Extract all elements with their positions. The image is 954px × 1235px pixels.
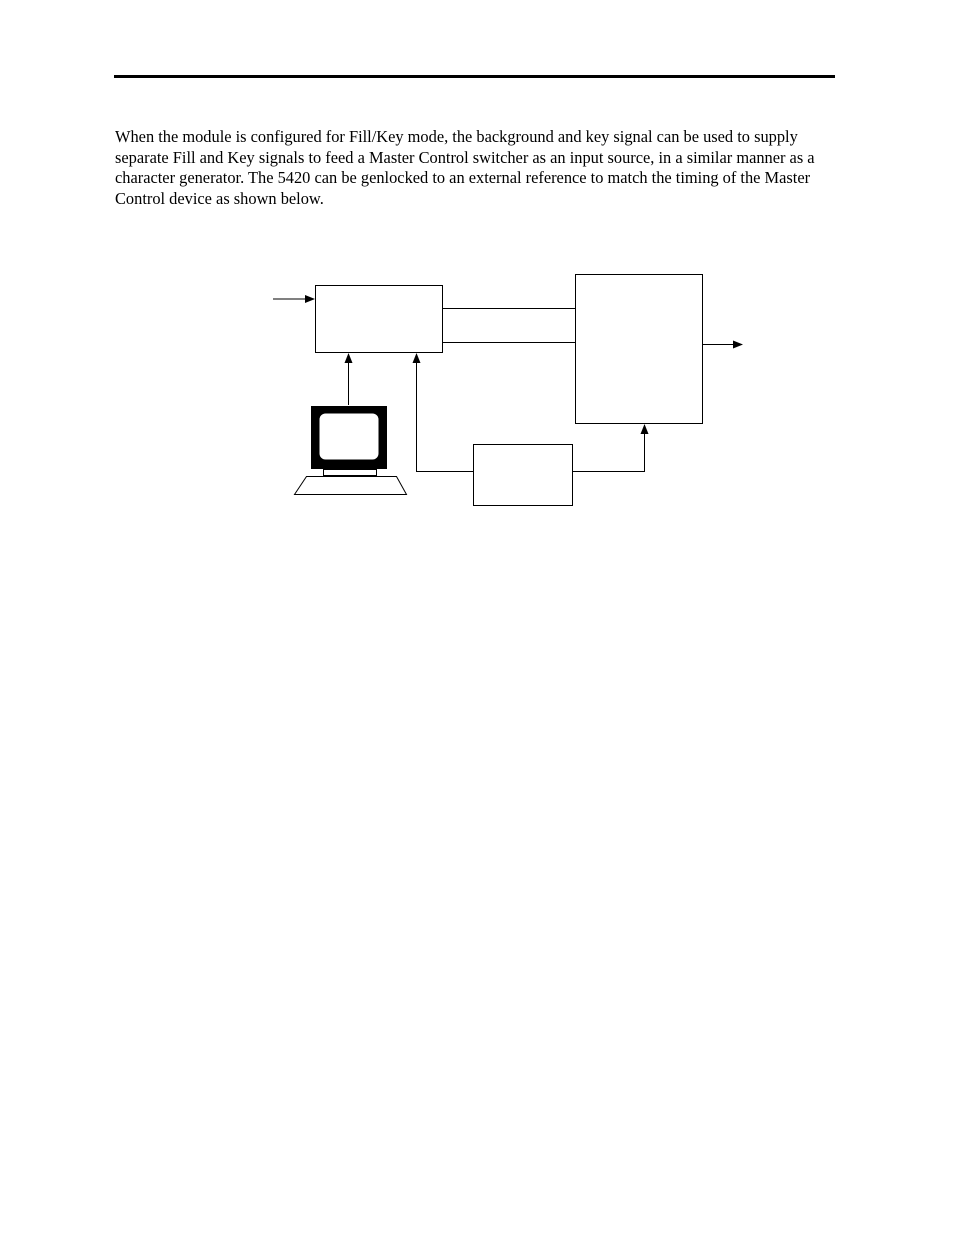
master-control-box xyxy=(576,275,703,424)
reference-generator-box xyxy=(474,445,573,506)
reference-to-module-arrow xyxy=(417,354,474,472)
reference-to-master-control-arrow xyxy=(573,425,645,472)
module-box xyxy=(316,286,443,353)
body-paragraph: When the module is configured for Fill/Key mode, the background and key signal can be used to supply separate Fill and Key signals to feed a Master Control switcher as an input source, in a similar manner as a character generator. The 5420 can be genlocked to an external reference to match the timing of the Master Control device as shown below. xyxy=(115,127,815,208)
monitor-icon xyxy=(295,406,407,495)
